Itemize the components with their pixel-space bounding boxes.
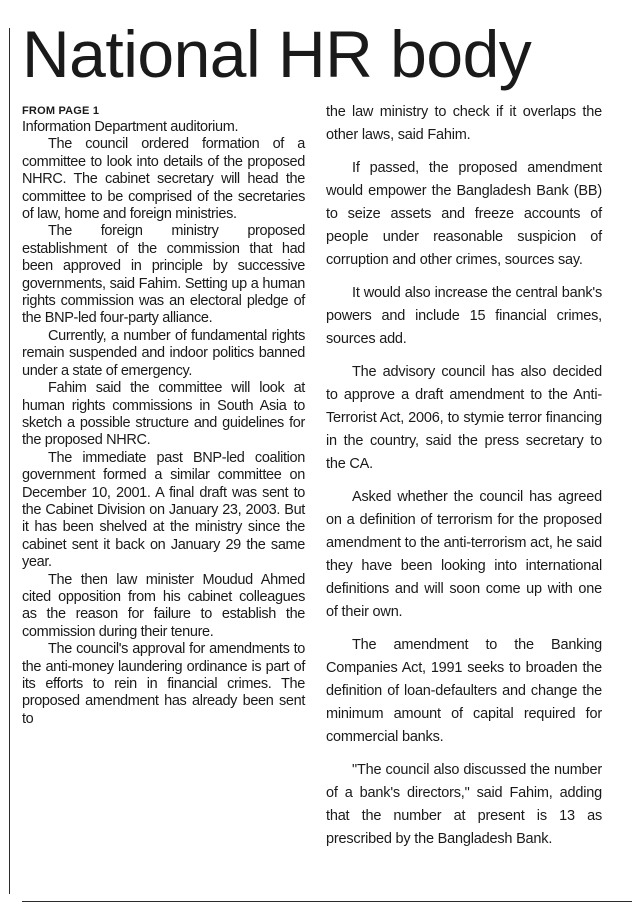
paragraph: The council's approval for amendments to the anti-money laundering ordinance is part of its efforts to rein in financial crimes. The proposed amendment has already been sent to — [22, 641, 305, 727]
paragraph: If passed, the proposed amendment would empower the Bangladesh Bank (BB) to seize assets and freeze accounts of people under reasonable suspicion of corruption and other crimes, sources say. — [326, 160, 602, 268]
paragraph: The council ordered formation of a committee to look into details of the proposed NHRC. The cabinet secretary will head the committee to be comprised of the secretaries of law, home and foreign ministries. — [22, 136, 305, 223]
paragraph: Fahim said the committee will look at human rights commissions in South Asia to sketch a possible structure and guidelines for the proposed NHRC. — [22, 380, 305, 449]
left-column-rule — [9, 28, 10, 894]
kicker: FROM PAGE 1 — [22, 105, 100, 117]
paragraph: Currently, a number of fundamental rights remain suspended and indoor politics banned under a state of emergency. — [22, 327, 305, 379]
paragraph: "The council also discussed the number of a bank's directors," said Fahim, adding that the number at present is 13 as prescribed by the Bangladesh Bank. — [326, 762, 602, 847]
paragraph: Asked whether the council has agreed on a definition of terrorism for the proposed amendment to the anti-terrorism act, he said they have been looking into international definitions and will soon come up with one of their own. — [326, 489, 602, 620]
article-column-left — [22, 104, 305, 728]
paragraph: The amendment to the Banking Companies Act, 1991 seeks to broaden the definition of loan-defaulters and change the minimum amount of capital required for commercial banks. — [326, 637, 602, 745]
paragraph: The foreign ministry proposed establishment of the commission that had been approved in principle by successive governments, said Fahim. Setting up a human rights commission was an electoral pledge of the BNP-led four-party alliance. — [22, 223, 305, 327]
paragraph: the law ministry to check if it overlaps the other laws, said Fahim. — [326, 104, 602, 143]
paragraph: The immediate past BNP-led coalition government formed a similar committee on December 10, 2001. A final draft was sent to the Cabinet Division on January 23, 2003. But it has been shelved at the ministry since the cabinet sent it back on January 29 the same year. — [22, 449, 305, 571]
paragraph: The advisory council has also decided to approve a draft amendment to the Anti-Terrorist Act, 2006, to stymie terror financing in the country, said the press secretary to the CA. — [326, 364, 602, 472]
article-column-right — [326, 101, 602, 861]
paragraph: The then law minister Moudud Ahmed cited opposition from his cabinet colleagues as the reason for failure to establish the commission during their tenure. — [22, 571, 305, 640]
headline: National HR body — [22, 17, 532, 91]
paragraph: Information Department auditorium. — [22, 119, 239, 135]
paragraph: It would also increase the central bank's powers and include 15 financial crimes, sources add. — [326, 285, 602, 347]
bottom-rule — [22, 901, 632, 902]
